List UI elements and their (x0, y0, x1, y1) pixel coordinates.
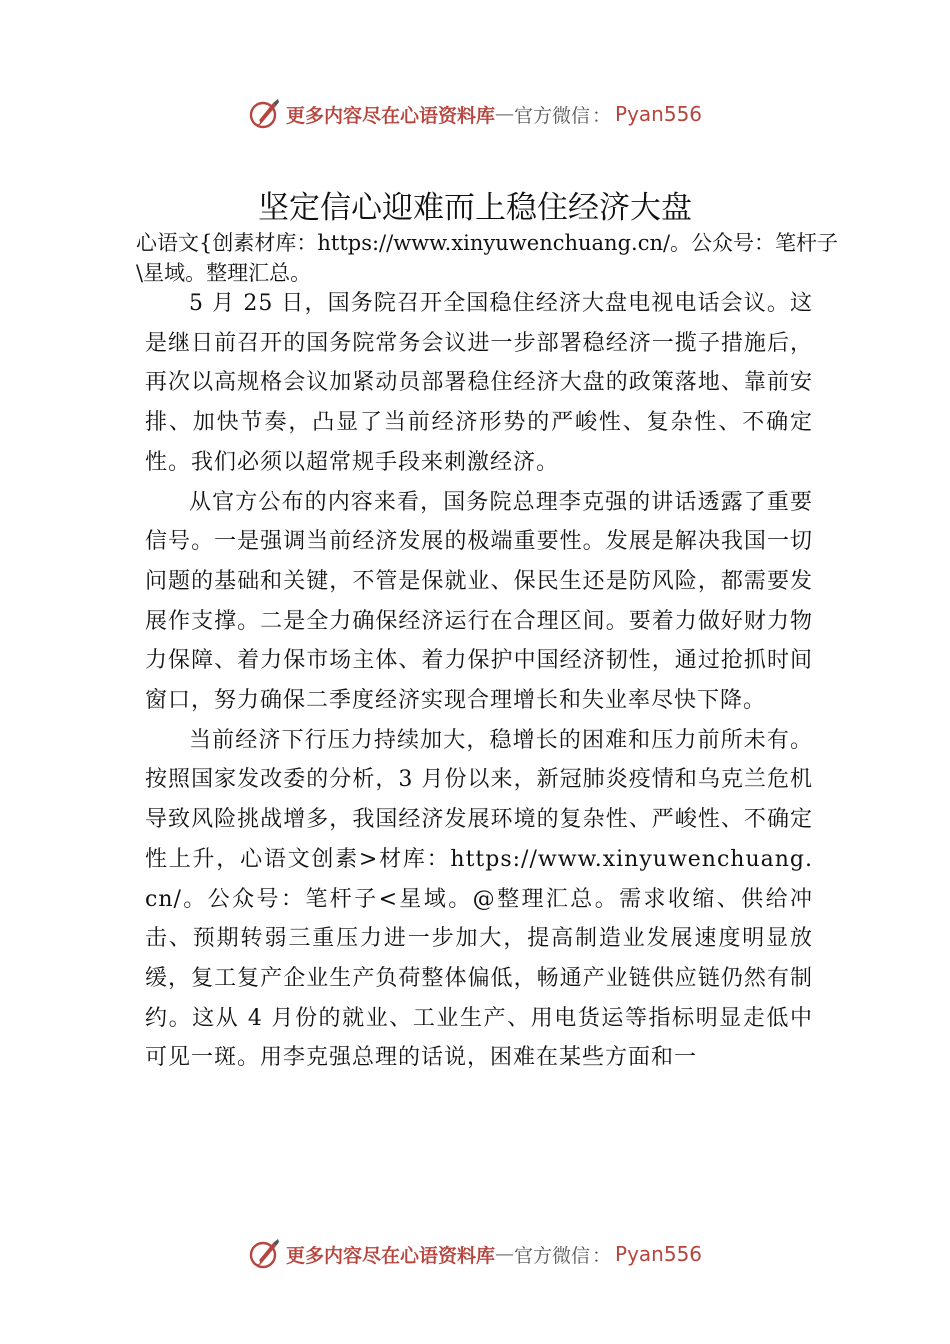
quill-pen-logo-icon (248, 97, 282, 131)
watermark-site-text: 更多内容尽在心语资料库 (285, 1244, 495, 1267)
document-body (145, 284, 813, 1078)
watermark-separator: — (494, 1243, 514, 1265)
watermark-separator: — (494, 103, 514, 125)
watermark-colon: ： (592, 104, 612, 127)
watermark-site-text: 更多内容尽在心语资料库 (285, 104, 495, 127)
document-title: 坚定信心迎难而上稳住经济大盘 (258, 190, 692, 226)
quill-pen-logo-icon (248, 1237, 282, 1271)
paragraph-3: 当前经济下行压力持续加大，稳增长的困难和压力前所未有。按照国家发改委的分析，3 月份以来，新冠肺炎疫情和乌克兰危机导致风险挑战增多，我国经济发展环境的复杂性、严峻性、不确定性上升，心语文创素>材库：https://www.xinyuwenchuang.cn/。公众号：笔杆子<星域。@整理汇总。需求收缩、供给冲击、预期转弱三重压力进一步加大，提高制造业发展速度明显放缓，复工复产企业生产负荷整体偏低，畅通产业链供应链仍然有制约。这从 4 月份的就业、工业生产、用电货运等指标明显走低中可见一斑。用李克强总理的话说，困难在某些方面和一 (145, 727, 813, 1071)
footer-watermark-banner (0, 1234, 950, 1274)
watermark-wechat-label: 官方微信 (513, 104, 590, 127)
watermark-colon: ： (592, 1244, 612, 1267)
source-note: 心语文{创素材库：https://www.xinyuwenchuang.cn/。公众号：笔杆子\星域。整理汇总。 (136, 231, 839, 285)
watermark-wechat-id: Pyan556 (615, 102, 703, 126)
header-watermark-banner (0, 94, 950, 134)
watermark-wechat-label: 官方微信 (513, 1244, 590, 1267)
watermark-wechat-id: Pyan556 (615, 1242, 703, 1266)
paragraph-2: 从官方公布的内容来看，国务院总理李克强的讲话透露了重要信号。一是强调当前经济发展的极端重要性。发展是解决我国一切问题的基础和关键，不管是保就业、保民生还是防风险，都需要发展作支撑。二是全力确保经济运行在合理区间。要着力做好财力物力保障、着力保市场主体、着力保护中国经济韧性，通过抢抓时间窗口，努力确保二季度经济实现合理增长和失业率尽快下降。 (145, 489, 813, 714)
paragraph-1: 5 月 25 日，国务院召开全国稳住经济大盘电视电话会议。这是继日前召开的国务院常务会议进一步部署稳经济一揽子措施后，再次以高规格会议加紧动员部署稳住经济大盘的政策落地、靠前安排、加快节奏，凸显了当前经济形势的严峻性、复杂性、不确定性。我们必须以超常规手段来刺激经济。 (145, 291, 813, 475)
